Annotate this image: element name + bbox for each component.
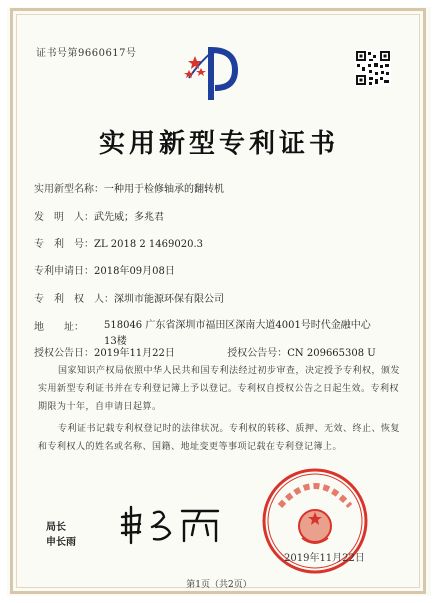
- patent-number-value: ZL 2018 2 1469020.3: [94, 239, 204, 250]
- patentee-value: 深圳市能源环保有限公司: [114, 294, 224, 305]
- patent-number-label: 专 利 号：: [34, 239, 94, 250]
- seal-date: 2019年11月22日: [284, 553, 365, 564]
- inventors-label: 发 明 人：: [34, 212, 94, 223]
- utility-model-name-label: 实用新型名称：: [34, 184, 104, 195]
- application-date-value: 2018年09月08日: [94, 266, 175, 277]
- address-label: 地 址：: [34, 322, 84, 333]
- grant-row: [34, 344, 376, 359]
- director-label: 局长: [46, 522, 66, 533]
- address-row: [34, 318, 84, 333]
- grant-date-value: 2019年11月22日: [94, 348, 175, 359]
- grant-number-value: CN 209665308 U: [287, 348, 376, 359]
- qr-code-icon: [355, 50, 391, 86]
- director-name: 申长雨: [46, 537, 76, 548]
- patentee-row: [34, 290, 224, 305]
- patentee-label: 专 利 权 人：: [34, 294, 114, 305]
- grant-date-label: 授权公告日：: [34, 348, 94, 359]
- inventors-value: 武先威；多兆君: [94, 212, 164, 223]
- certificate-title: 实用新型专利证书: [98, 129, 339, 159]
- grant-number-label: 授权公告号：: [227, 348, 288, 359]
- application-date-row: [34, 262, 175, 277]
- notice-paragraph-2: 专利证书记载专利权登记时的法律状况。专利权的转移、质押、无效、终止、恢复和专利权人的姓名或名称、国籍、地址变更等事项记载在专利登记簿上。: [38, 424, 401, 452]
- signature-image: [118, 503, 228, 545]
- application-date-label: 专利申请日：: [34, 266, 94, 277]
- address-value: 518046 广东省深圳市福田区深南大道4001号时代金融中心13楼: [104, 320, 371, 347]
- utility-model-name-value: 一种用于检修轴承的翻转机: [104, 184, 224, 195]
- cnipa-logo-icon: [181, 40, 241, 106]
- patent-number-row: [34, 235, 203, 250]
- utility-model-name-row: [34, 180, 224, 195]
- notice-paragraph-1: 国家知识产权局依照中华人民共和国专利法经过初步审查，决定授予专利权，颁发实用新型专利证书并在专利登记簿上予以登记。专利权自授权公告之日起生效。专利权期限为十年，自申请日起算。: [38, 366, 401, 412]
- inventors-row: [34, 208, 164, 223]
- certificate-number: 证书号第9660617号: [36, 48, 137, 59]
- page-indicator: 第1页（共2页）: [186, 580, 252, 590]
